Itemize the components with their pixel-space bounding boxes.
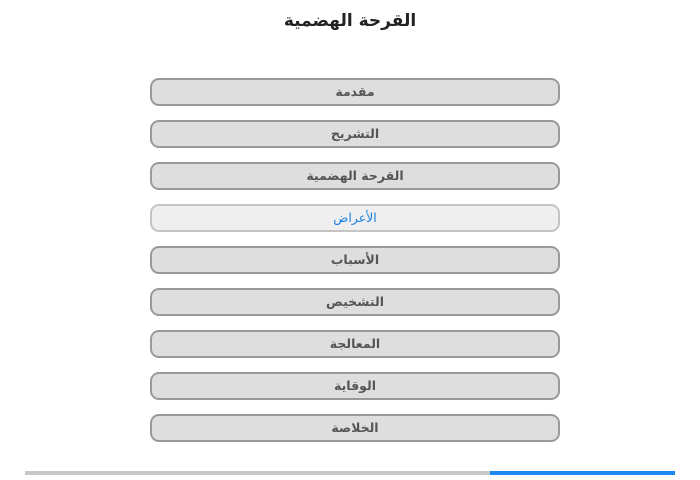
topic-menu [150, 78, 560, 456]
menu-item-diagnosis[interactable]: التشخيص [150, 288, 560, 316]
menu-item-introduction[interactable]: مقدمة [150, 78, 560, 106]
menu-item-symptoms[interactable]: الأعراض [150, 204, 560, 232]
menu-item-peptic-ulcer[interactable]: القرحة الهضمية [150, 162, 560, 190]
menu-item-treatment[interactable]: المعالجة [150, 330, 560, 358]
menu-item-summary[interactable]: الخلاصة [150, 414, 560, 442]
menu-item-anatomy[interactable]: التشريح [150, 120, 560, 148]
menu-item-prevention[interactable]: الوقاية [150, 372, 560, 400]
menu-item-causes[interactable]: الأسباب [150, 246, 560, 274]
progress-bar [25, 471, 675, 475]
page-title: القرحة الهضمية [283, 11, 417, 31]
progress-bar-fill [490, 471, 675, 475]
